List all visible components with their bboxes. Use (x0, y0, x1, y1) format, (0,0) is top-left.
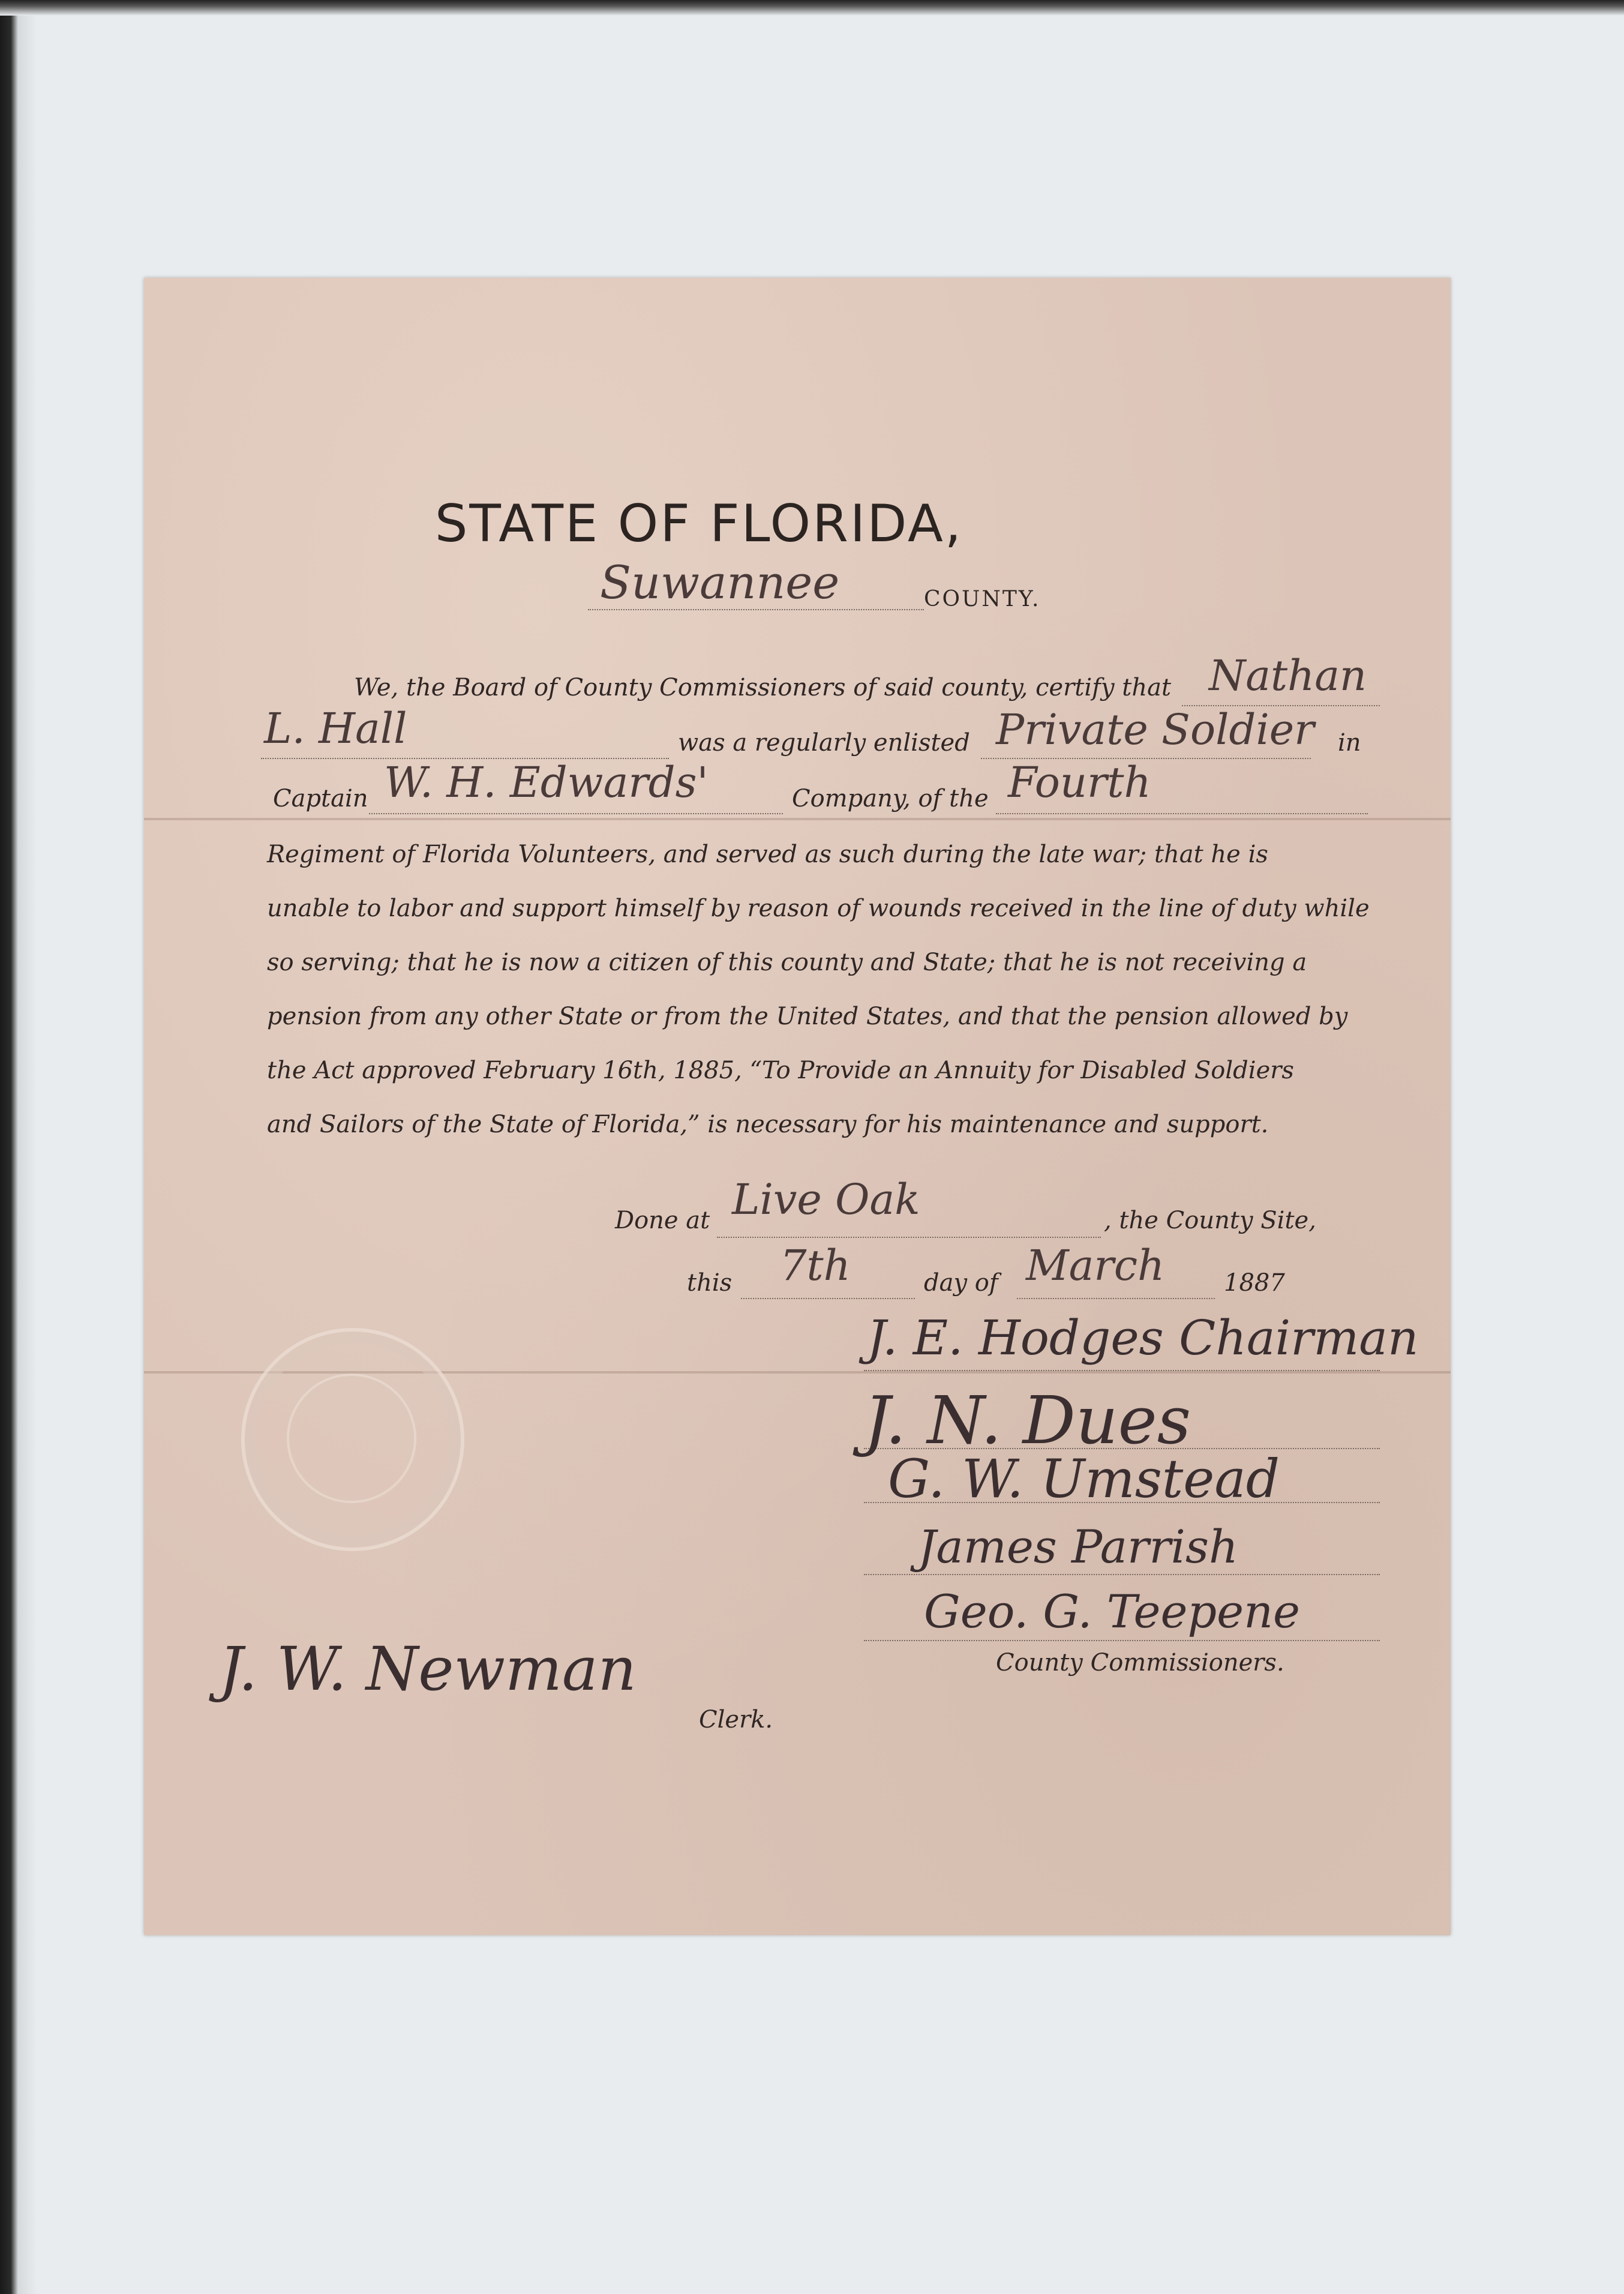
document-title: STATE OF FLORIDA, (434, 494, 963, 554)
body-line-2: was a regularly enlisted (678, 729, 970, 757)
regiment-number: Fourth (1008, 758, 1151, 807)
month-handwritten: March (1026, 1241, 1165, 1290)
day-handwritten: 7th (780, 1241, 851, 1290)
county-line (588, 556, 1044, 614)
county-site-label: , the County Site, (1104, 1207, 1316, 1234)
this-label: this (687, 1269, 733, 1297)
year-label: 1887 (1224, 1269, 1285, 1297)
body-line-1: We, the Board of County Commissioners of said county, certify that (354, 674, 1172, 701)
body-line-9: and Sailors of the State of Florida,” is necessary for his maintenance and support. (267, 1111, 1269, 1138)
commissioner-signature: Geo. G. Teepene (924, 1585, 1301, 1638)
captain-name: W. H. Edwards' (384, 758, 709, 807)
soldier-last-name: L. Hall (264, 704, 407, 753)
chairman-signature: J. E. Hodges Chairman (867, 1310, 1419, 1366)
commissioner-signature: G. W. Umstead (888, 1448, 1280, 1510)
day-of-label: day of (924, 1269, 998, 1297)
county-name-handwritten: Suwannee (600, 556, 840, 609)
body-line-2-suffix: in (1338, 729, 1361, 757)
soldier-first-name: Nathan (1209, 651, 1367, 700)
company-text: Company, of the (792, 785, 989, 812)
scan-border-left (0, 0, 37, 2294)
county-court-seal (241, 1328, 464, 1551)
clerk-label: Clerk. (699, 1706, 773, 1734)
body-line-5: unable to labor and support himself by reason of wounds received in the line of duty while (267, 895, 1370, 922)
commissioner-signature: James Parrish (918, 1520, 1238, 1573)
commissioner-signature: J. N. Dues (864, 1382, 1191, 1459)
done-at-label: Done at (615, 1207, 710, 1234)
place-handwritten: Live Oak (732, 1175, 920, 1224)
soldier-rank: Private Soldier (996, 705, 1314, 754)
body-line-8: the Act approved February 16th, 1885, “To Provide an Annuity for Disabled Soldiers (267, 1057, 1294, 1084)
paper-fold (144, 818, 1451, 820)
body-line-6: so serving; that he is now a citizen of this county and State; that he is not receiving a (267, 949, 1307, 976)
certificate-document (144, 278, 1451, 1935)
scan-border-top (0, 0, 1624, 16)
body-line-4: Regiment of Florida Volunteers, and served as such during the late war; that he is (267, 841, 1268, 868)
clerk-signature: J. W. Newman (219, 1634, 637, 1704)
commissioners-label: County Commissioners. (996, 1649, 1284, 1677)
county-label: COUNTY. (924, 587, 1041, 611)
captain-label: Captain (273, 785, 368, 812)
body-line-7: pension from any other State or from the United States, and that the pension allowed by (267, 1003, 1348, 1030)
